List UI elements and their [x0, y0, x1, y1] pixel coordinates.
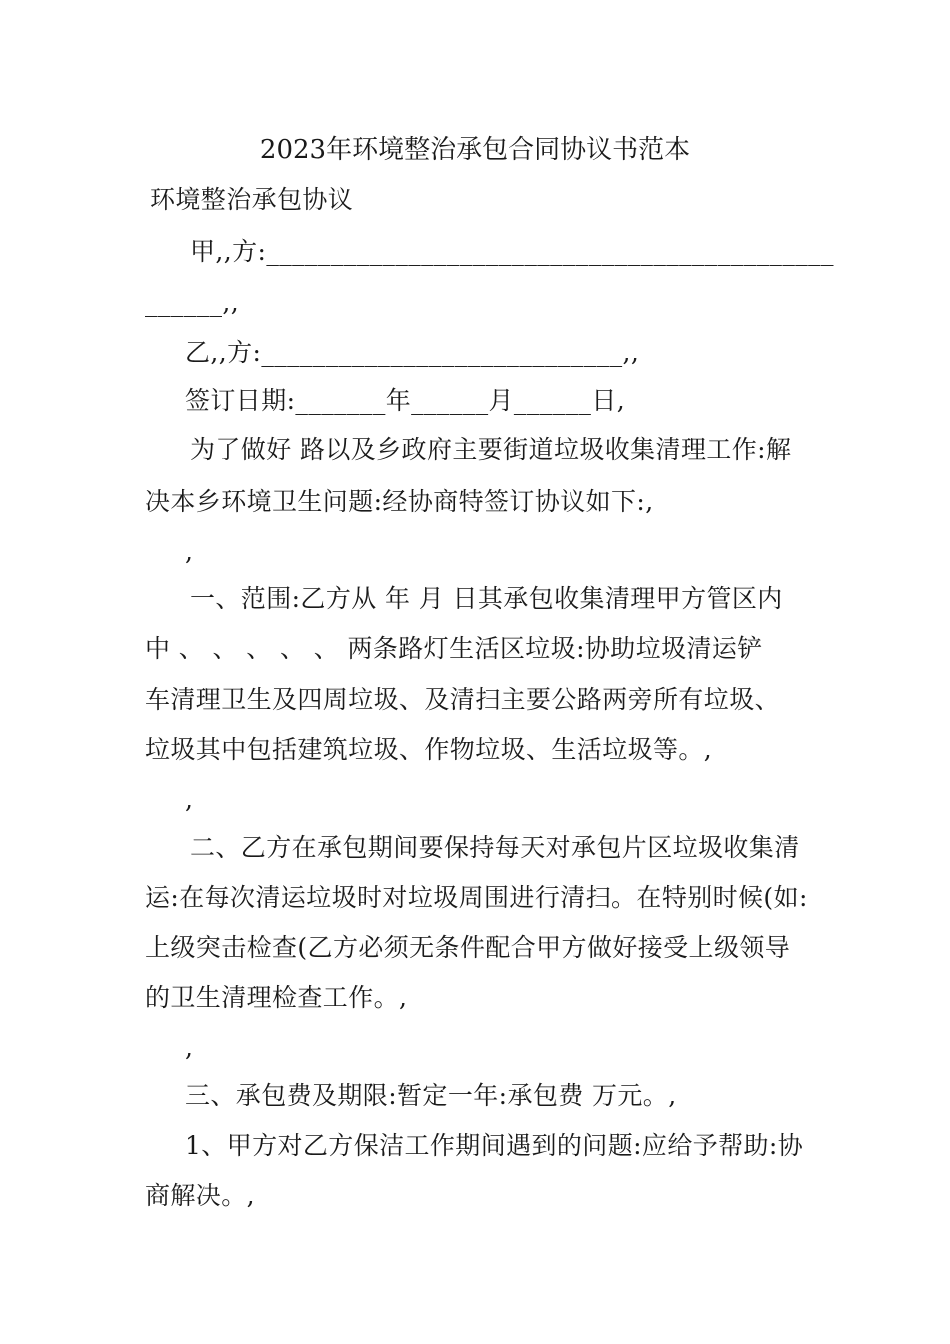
paragraph-line: 上级突击检查(乙方必须无条件配合甲方做好接受上级领导: [145, 933, 791, 962]
party-b-line: 乙,,方:____________________________,,: [185, 338, 640, 367]
paragraph-line: 二、乙方在承包期间要保持每天对承包片区垃圾收集清: [190, 833, 800, 862]
paragraph-line: ,: [185, 1033, 194, 1062]
paragraph-line: 决本乡环境卫生问题:经协商特签订协议如下:,: [145, 487, 654, 516]
paragraph-line: 一、范围:乙方从 年 月 日其承包收集清理甲方管区内: [190, 584, 783, 613]
paragraph-line: 为了做好 路以及乡政府主要街道垃圾收集清理工作:解: [190, 435, 792, 464]
document-subtitle: 环境整治承包协议: [150, 185, 354, 214]
party-a-line: 甲,,方:____________________________________________: [190, 237, 834, 266]
party-a-line-cont: ______,,: [145, 288, 240, 317]
paragraph-line: 三、承包费及期限:暂定一年:承包费 万元。,: [185, 1081, 677, 1110]
paragraph-line: 垃圾其中包括建筑垃圾、作物垃圾、生活垃圾等。,: [145, 735, 713, 764]
paragraph-line: 的卫生清理检查工作。,: [145, 983, 408, 1012]
paragraph-line: 车清理卫生及四周垃圾、及清扫主要公路两旁所有垃圾、: [145, 685, 781, 714]
paragraph-line: 运:在每次清运垃圾时对垃圾周围进行清扫。在特别时候(如:: [145, 883, 808, 912]
sign-date-line: 签订日期:_______年______月______日,: [185, 386, 626, 415]
paragraph-line: 中 、 、 、 、 、 两条路灯生活区垃圾:协助垃圾清运铲: [145, 634, 763, 663]
paragraph-line: ,: [185, 785, 194, 814]
paragraph-line: 1、甲方对乙方保洁工作期间遇到的问题:应给予帮助:协: [185, 1131, 804, 1160]
paragraph-line: ,: [185, 537, 194, 566]
document-title: 2023年环境整治承包合同协议书范本: [259, 135, 691, 165]
paragraph-line: 商解决。,: [145, 1181, 255, 1210]
